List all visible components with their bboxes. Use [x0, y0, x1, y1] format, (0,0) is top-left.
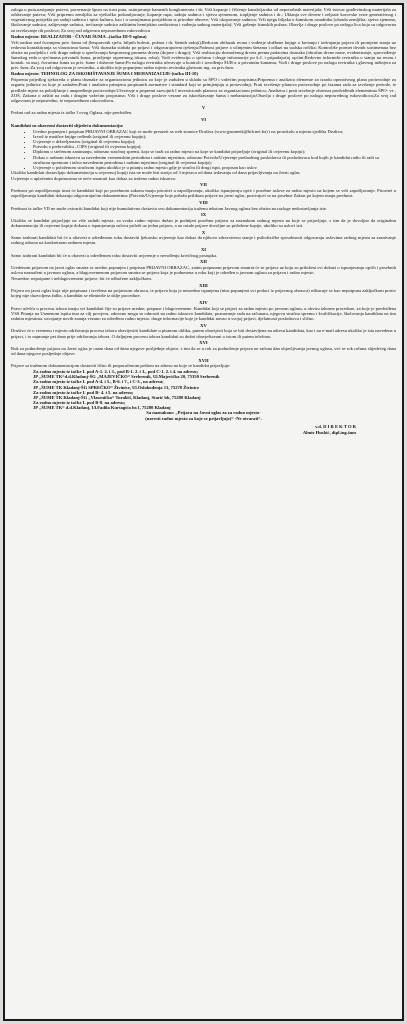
- realizator-text: Vrši nadzor nad čuvanjem priv. šuma od (bespravnih sječa, biljnih bolesti, požara i dr. štetnih radnji),Redovan obilazak reona i vođenje službene knjige o kretanju i izdvajanju pojava ili promjene stanja uz redovna kontaktiranja sa vlasnicima šuma; Vrši doznaku stabala po prijavi i odgovarajućem rješenju;Podnosi prijave o učinjenim štetama i odlazi na sudska ročišta; Kontroliše promet drvnih sortimenata bez obzira na porijeklo i vrši druge radnje u sprečavanju bespravnog prometa drveta (dojave i drugo); Vrši realizaciju doznačenog drveta prema podacima doznaka (obračun drvne mase, evidentiranje, sprovođenje šumskog reda u sjećinama privatnih šuma, pravljenje otpremnog iskaza, robu); Vodi evidenciju o sječama i druge informacije po k.č. i pripadajućoj općini;Redovno informiše revirnika o stanju na reonu i kontak. sa usuj. čuvarima šuma za priv. šume i državne šume;Po nalogu revirnika učestvuje u kontroli i izvođenju ŠUR-a u privatnim šumama; Vodi i druge poslove po nalogu revirnika i glavnog inžinjera za priv. šum.;Za svoj rad odgovoran je revirniku, a ukoliko nije popunjeno radno mjesto revirnika glavnom ing. za priv.šum.: [11, 39, 396, 71]
- address-line: Za radno mjesto iz tačke I. pod A-4. i 5., B-6. i 7., i C-3., na adresu;: [33, 379, 164, 385]
- section-x-text: Samo izabrani kandidati bit će u obavezi u određenom roku dostaviti ljekarsko uvjerenje kao dokaz da njihovo zdravstveno stanje i psihofizičke sposobnosti odgovaraju uslovima radnog mjesta za zasnivanje radnog odnosa na konkretnom radnom mjestu.: [11, 235, 396, 246]
- envelope-note-line-1: Sa naznakom: „Prijava na Javni oglas za za radno mjesto-: [146, 410, 261, 416]
- realizator-title: Radno mjesto: REALIZATOR - ČUVAR ŠUMA –(tačka III-9 oglasa): [11, 33, 147, 39]
- envelope-note-line-2: (navesti radno mjesto za koje se prijavljuje)“ -Ne otvarati“.: [145, 416, 262, 422]
- section-xv-heading: XV: [200, 322, 207, 328]
- section-xiv-text: Pravo učešća u procesu izbora imaju svi kandidati čije su prijave uredne, potpune i blagovremene. Kandidat koji se prijavi za radno mjesto po javnom oglasu, u okviru izborne procedure, za koje je predviđena VSS Pitanja na Usmenom ispitu ima za cilj provjeru, odnosno mogu se odnositi na radno iskustvo kandidata, poznavanje rada na računaru, njegovu stručnu spremu i kvalifikacije, školovanja kandidata na tim radnim mjestima, usvajanje novih znanja vezano za određeno radno mjesto, druge informacije koje je kandidat navao u svojoj prijavi, djelatnosti poslodavca i slično.: [11, 305, 396, 322]
- section-viii-heading: VIII: [199, 199, 208, 205]
- section-xvi-text: Rok za podnošenje prijava na Javni oglas je osam dana od dana njegove posljednje objave, s tim da se u rok za podnošenje prijava ne računa dan objavljivanja javnog oglasa, već se rok računa slijedećeg dana od dana njegove posljednje objave.: [11, 345, 396, 356]
- address-line: Za radno mjesto iz tačke I. pod B- 4. i 5. na adresu;: [33, 389, 134, 395]
- section-xiv-heading: XIV: [199, 300, 208, 306]
- section-ix-text: Ukoliko se kandidat prijavljuje na više radnih mjesta, za svako radno mjesto dužan je podnijeti posebnu prijavu za naznakom radnog mjesta na koje se prijavljuje, s tim da je dovoljno da originalnu dokumentaciju ili ovjerene kopije dokaza o ispunjavanju uslova priloži uz jednu prijavu, a uz ostale prijave dovoljne su priložene kopije, ukoliko su uslovi isti.: [11, 217, 396, 228]
- section-ix-heading: IX: [200, 212, 207, 218]
- list-item: • Diplomu o stečenom zanimanju, odnosno stručnoj spremi, koja se traži za radno mjesto na koje se kandidat prijavljuje (original ili ovjerenu kopiju);: [33, 149, 396, 154]
- list-item: • Dokaz o radnom iskustvu sa navedenim vremenskim periodima i radnim mjestima, odnosno Potvrda/Uvjerenje prethodnog poslodavca ili poslodavaca kod kojih je kandidat radio ili radi sa stručnom spremom i tačno navedenim periodima i radnim mjestima (original ili ovjerena kopija);: [33, 155, 396, 165]
- section-xii-text-1: Uredenom prijavom na javni oglas smatra se uredno popunjen i potpisan PRIJAVNI OBRAZAC, zatim potpunom prijavom smatrat će se prijava uz koju su priloženi svi dokazi o ispunjavanju općih i posebnih uslova naznačeni u javnom oglasu, a blagovremenom prijavom smatra se prijava koja je podnesena u roku koji je određen u javnom oglasu za prijavu i radno mjesto.: [11, 265, 396, 276]
- section-xii-text-2: Neuredne, nepotpune i neblagovremeni prijave, bit će odbačene zaključkom.: [11, 275, 152, 281]
- section-vii-heading: VII: [200, 182, 207, 188]
- section-vi-text-2: Uvjerenje o uplaćenim doprinosima se neće smatrati kao dokaz za traženo radno iskustvo.: [11, 175, 177, 181]
- section-xvii-heading: XVII: [198, 357, 209, 363]
- tehnolog-text: Priprema prijedlog sjekoreda o planu doznake za organizacionu jedinicu za koje je zadužen u skladu sa ŠPO i važećim propisima;Priprema i analizira elemente za izradu operativnog plana proizvodnje za organiz jedinice za koje je zadužen;Prati i analizira primjenu propisanih normative i standard koji se primjenjuju u proizvodnji; Prati izvršenje planova proizvodnje po fazama rada za izvršenje periode, te predlaže mjere za poboljšanje i unapređenje proizvodnje;Učestvuje u pripremi razvojnih I investicionih planova za organizacionu jedinicu; Analizira i prati izvršenje obaveza predviđenih elementima ŠPO- ve , ZOŠ, Zakona o zaštiti na radu i drugim važećim propisima; Vrši i druge poslove vezane za iskorištavanje šuma i mehanizaciju;Obavlja i druge poslove po nalogu neposrednog rukovodioca;Za svoj rad odgovoran je neposredno, te neposrednom rukovodiocu.: [11, 77, 396, 103]
- section-v-text: Probni rad za radna mjesta iz tačke I ovog Oglasa, nije predviđen.: [11, 110, 133, 116]
- section-x-heading: X: [201, 229, 206, 235]
- section-xi-heading: XI: [200, 247, 207, 253]
- advertisement-page: [3, 3, 404, 1021]
- documents-list: [11, 129, 396, 170]
- list-item: • Uredno popunjen i potpisan PRIJAVNI OBRAZAC koji se može preuzeti sa web stranice Društva (www.jpsumetk@bih.net.ba) i na protokolu u mjestu sjedišta Društva;: [33, 129, 396, 134]
- list-item: • Potvrdu o prebivalištu –CIPS (original ili ovjerena kopiju);: [33, 144, 396, 149]
- address-line: JP „ŠUME TK Kladanj-ŠG „Vlaseničko“ Turalići, Kladanj, Starić bb, 75280 Kladanj: [33, 394, 201, 400]
- signature-name: Almir Huskić, dipl.ing.šum: [302, 429, 356, 435]
- list-item: • Izvod iz matične knjige rođenih (original ili ovjerenu kopiju);: [33, 134, 396, 139]
- section-vi-heading: VI: [200, 116, 207, 122]
- section-xvi-heading: XVI: [199, 340, 208, 346]
- section-vii-text: Prednost pri zapošljavanju imat će kandidati koji po posebnom zakonu imaju prioritet u zapošljavanju, ukoliko ispunjavaju opće i posebne uslove za radno mjesto na kojem se vrši zapošljavanje. Prioritet u zapošljavanju kandidati dokazuju odgovarajućim dokumentima (Potvrda/Uvjerenje koje prilažu prilikom prijave na javni oglas, pozivajući se na posebne Zakon po kojem imaju prednost.: [11, 188, 396, 199]
- section-xiii-heading: XIII: [199, 282, 208, 288]
- tehnolog-title: Radno mjesto: TEHNOLOG ZA ISKORIŠTAVANJE ŠUMA I MEHANIZACIJE-(tačka III-10): [11, 71, 199, 77]
- address-line: JP „ŠUME TK Kladanj-ŠG SPREČKO“ Živinice, Ul.Oslobođenja 13, 75270 Živinice: [33, 384, 200, 390]
- section-vi-title: Kandidati su obavezni dostaviti slijedeću dokumentaciju:: [11, 122, 124, 128]
- section-xvii-text: Prijave sa traženom dokumentacijom dostaviti lično ili preporučenom poštom na adresu na koje se kandidat prijavljuje:: [11, 363, 231, 369]
- section-viii-text: Prednost iz tačke VII ne može ostvariti kandidat koji nije kumulativno dostavio svu dokumentaciju traženu tekstom Javnog oglasa bez obzira na razloge nedostavljanja iste.: [11, 205, 328, 211]
- list-item: • Uvjerenje o položenom stručnom ispitu ukoliko je u pitanju radno mjesto gdje je stručni ili drugi ispit, propisan kao uslov.: [33, 165, 396, 170]
- section-v-heading: V: [201, 104, 206, 110]
- address-line: Za radno mjesto iz tačke I. pod A-1. 2. i 3., pod B-1. 2. i 3., pod C-1. 2. i 4. na adresu;: [33, 369, 199, 375]
- section-xv-text: Društvo će o vremenu i mjestu održavanja procesa izbora obavijestiti kandidate u pisanom obliku, putem obavijesti koja se biti dostavljena na adresu kandidata, kao i na e-mail adresu ukoliko je ista navedena u prijavi, i to najmanje pet dana prije održavanja izbora. O daljnjem procesu izbora kandidati su dužni obavještavani o istom ili putem telefona.: [11, 328, 396, 339]
- intro-paragraph: zaloga u putu,nasipanje puteva, poravnanje špura na trasi puta, usitnjavanje kamenih konglomerata i dr; Vrši kopanje i čišćenje kanala/jaraka od nepotrebnih materijala; Vrši istovar građevinskog materijala za održavanje puteva; Vrši pripremu zemljišta za vještačko pošumljavanje, kopanje rupa, sadnju sadnica i sjetvu sjemenom, trapljenje sadnica i dr.; Uklanja sve drvene i zeljaste korovske vrste generativnog i vegetativnog porijekla pri sadnji sadnica i njezi kultura, kao i u sastojinama porijeklom iz prirodne obnove; Vrši okopavanje sadnica; Vrši njegu biljaka u šumskom rasadniku (obrada zemljišta, sjetva sjemena, školovanje sadnica, zalijevanje sadnica, trećiranje sadnica zaštitnim hemijskim sredstvima i vađenja sadnog materijala); Vrši gašenje šumskih požara; Obavlja i druge poslove po nalogu lica koja su odgovorna za izvršavanje tih poslova; Za svoj rad odgovara neposrednom rukovodiocu: [11, 7, 396, 33]
- address-line: JP „ŠUME TK“d.d.Kladanj-ŠG „MAJEVIČKO“ Srebrenik, Ul.Majevička 20, 75350 Srebrenik: [33, 374, 220, 380]
- section-xii-heading: XII: [200, 259, 207, 265]
- signature-role: v.d. D I R E K T O R: [315, 424, 356, 430]
- section-vi-text-1: Ukoliko kandidati dostavljaju dokumentaciju u ovjerenoj kopiji ista ne može biti starija od 3 mjeseca od dana izdavanja od dana prijavljivanja na Javni oglas.: [11, 169, 301, 175]
- section-xi-text: Samo izabrani kandidati bit će u obavezi u određenom roku dostaviti uvjerenje o nevođenju krivičnog postupka.: [11, 252, 218, 258]
- address-line: JP „ŠUME TK“ d.d.Kladanj, Ul.Fadila Kurtagića br.1, 75280 Kladanj: [33, 405, 171, 411]
- section-xiii-text: Prijava na javni oglas koja nije potpisana i izvršena na prijavnom obrascu, te prijava koja je neuredno ispunjena (nisu popunjeni svi podaci iz prijavnog obrasca) odbacuje se kao nepotpuna zaključkom protiv kojeg nije dozvoljena žalba, a kandidat se eliminiše iz dalje procedure.: [11, 288, 396, 299]
- list-item: • Uvjerenje o državljanstvu (original ili ovjerenu kopiju);: [33, 139, 396, 144]
- address-line: Za radno mjesto iz tačke I. pod B-8. na adresu;: [33, 400, 126, 405]
